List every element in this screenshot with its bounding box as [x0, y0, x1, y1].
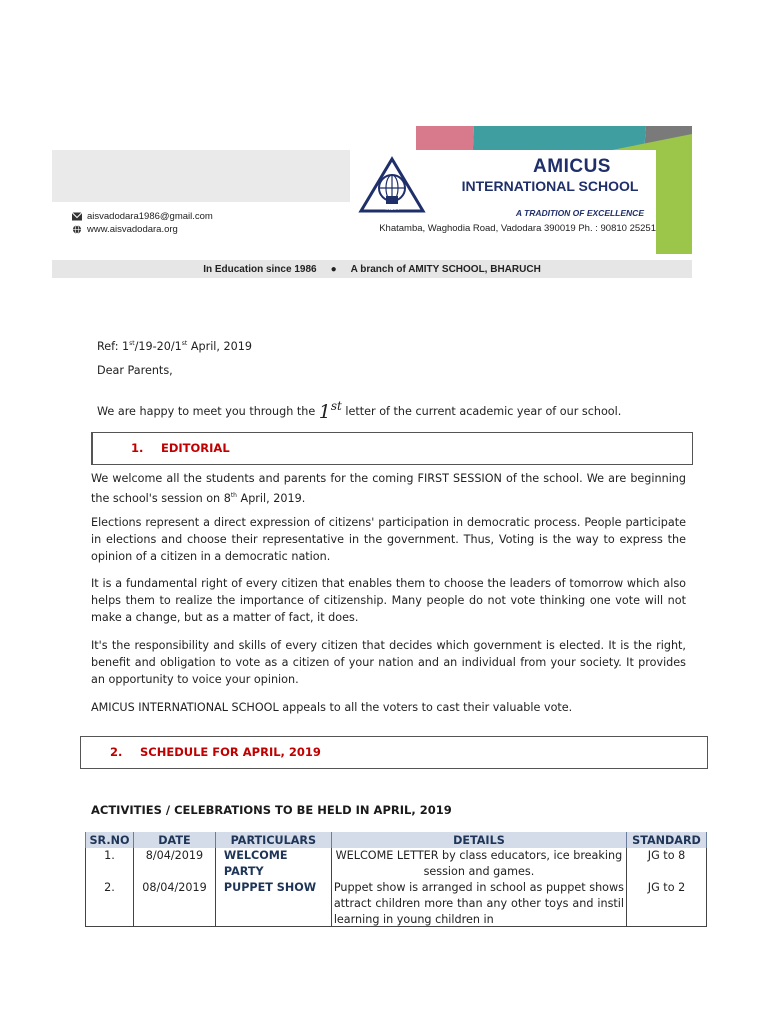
section-schedule-number: 2. [110, 745, 123, 759]
cell-standard: JG to 2 [627, 880, 707, 927]
cell-date: 8/04/2019 [133, 848, 215, 880]
cell-date: 08/04/2019 [133, 880, 215, 927]
editorial-p1-text: We welcome all the students and parents for the coming FIRST SESSION of the school. We are beginning the school's session on 8 [91, 472, 686, 505]
editorial-p1-end: April, 2019. [236, 492, 306, 505]
contact-email-row [72, 210, 213, 223]
header-details: DETAILS [331, 832, 626, 848]
cell-particulars: PUPPET SHOW [215, 880, 331, 927]
intro-before: We are happy to meet you through the [97, 405, 319, 418]
intro-line [97, 396, 622, 423]
letterhead-footer-bar [52, 260, 692, 278]
intro-ordinal-suffix: st [330, 399, 342, 413]
ref-suffix: April, 2019 [187, 340, 252, 353]
intro-ordinal [319, 401, 342, 423]
intro-ordinal-number: 1 [318, 401, 331, 423]
cell-details-text: Puppet show is arranged in school as puppet shows attract children more than any other toys and instil learning in young children in [333, 881, 625, 926]
letterhead [52, 126, 692, 278]
letterhead-grey-band [52, 150, 350, 202]
activities-table [85, 832, 707, 927]
cell-srno: 2. [86, 880, 134, 927]
school-website[interactable]: www.aisvadodara.org [87, 224, 178, 235]
table-row [86, 880, 707, 927]
contact-website-row [72, 223, 213, 236]
cell-details [331, 880, 626, 927]
header-particulars: PARTICULARS [215, 832, 331, 848]
editorial-paragraph-5: AMICUS INTERNATIONAL SCHOOL appeals to all the voters to cast their valuable vote. [91, 701, 573, 714]
school-address: Khatamba, Waghodia Road, Vadodara 390019 Ph. : 90810 25251 [379, 223, 656, 234]
header-srno: SR.NO [86, 832, 134, 848]
bullet-separator: ● [330, 263, 337, 275]
section-editorial-title: EDITORIAL [161, 441, 230, 455]
editorial-paragraph-3: It is a fundamental right of every citizen that enables them to choose the leaders of tomorrow which also helps them to realize the importance of citizenship. Many people do not vote thinking one vote will not make a change, but as a matter of fact, it does. [91, 577, 686, 624]
ref-sup1: st [129, 340, 135, 347]
section-schedule-title: SCHEDULE FOR APRIL, 2019 [140, 745, 321, 759]
section-editorial-header [91, 432, 693, 465]
school-tagline: A TRADITION OF EXCELLENCE [515, 208, 644, 218]
table-row [86, 848, 707, 880]
school-name-line2: INTERNATIONAL SCHOOL [461, 178, 639, 194]
ref-prefix: Ref: 1 [97, 340, 130, 353]
activities-title: ACTIVITIES / CELEBRATIONS TO BE HELD IN APRIL, 2019 [91, 803, 452, 817]
header-date: DATE [133, 832, 215, 848]
cell-standard: JG to 8 [627, 848, 707, 880]
envelope-icon [72, 212, 82, 221]
section-schedule-header [80, 736, 708, 769]
cell-srno: 1. [86, 848, 134, 880]
logo-caption: INDIA [385, 206, 399, 212]
branch-text: A branch of AMITY SCHOOL, BHARUCH [350, 263, 541, 275]
school-name-line1: AMICUS [533, 156, 611, 177]
salutation: Dear Parents, [97, 364, 173, 377]
ref-middle: /19-20/1 [134, 340, 182, 353]
intro-after: letter of the current academic year of our school. [341, 405, 622, 418]
cell-details: WELCOME LETTER by class educators, ice breaking session and games. [331, 848, 626, 880]
header-standard: STANDARD [627, 832, 707, 848]
editorial-p1-sup: th [230, 492, 237, 499]
reference-line [97, 335, 252, 355]
since-text: In Education since 1986 [203, 263, 317, 275]
globe-icon [72, 225, 82, 234]
section-editorial-number: 1. [131, 441, 144, 455]
editorial-paragraph-1 [91, 470, 686, 507]
contact-block [72, 210, 213, 236]
editorial-paragraph-4: It's the responsibility and skills of every citizen that decides which government is elected. It is the right, benefit and obligation to vote as a citizen of your nation and an individual from your society. It provides an opportunity to voice your opinion. [91, 639, 686, 686]
table-header-row [86, 832, 707, 848]
school-logo-icon [358, 156, 426, 214]
ref-sup2: st [181, 340, 188, 347]
cell-particulars: WELCOME PARTY [215, 848, 331, 880]
school-email[interactable]: aisvadodara1986@gmail.com [87, 211, 213, 222]
editorial-paragraph-2: Elections represent a direct expression of citizens' participation in democratic process. People participate in elections and choose their representative in the government. Thus, Voting is the way to express the opinion of a citizen in a democratic nation. [91, 516, 686, 563]
